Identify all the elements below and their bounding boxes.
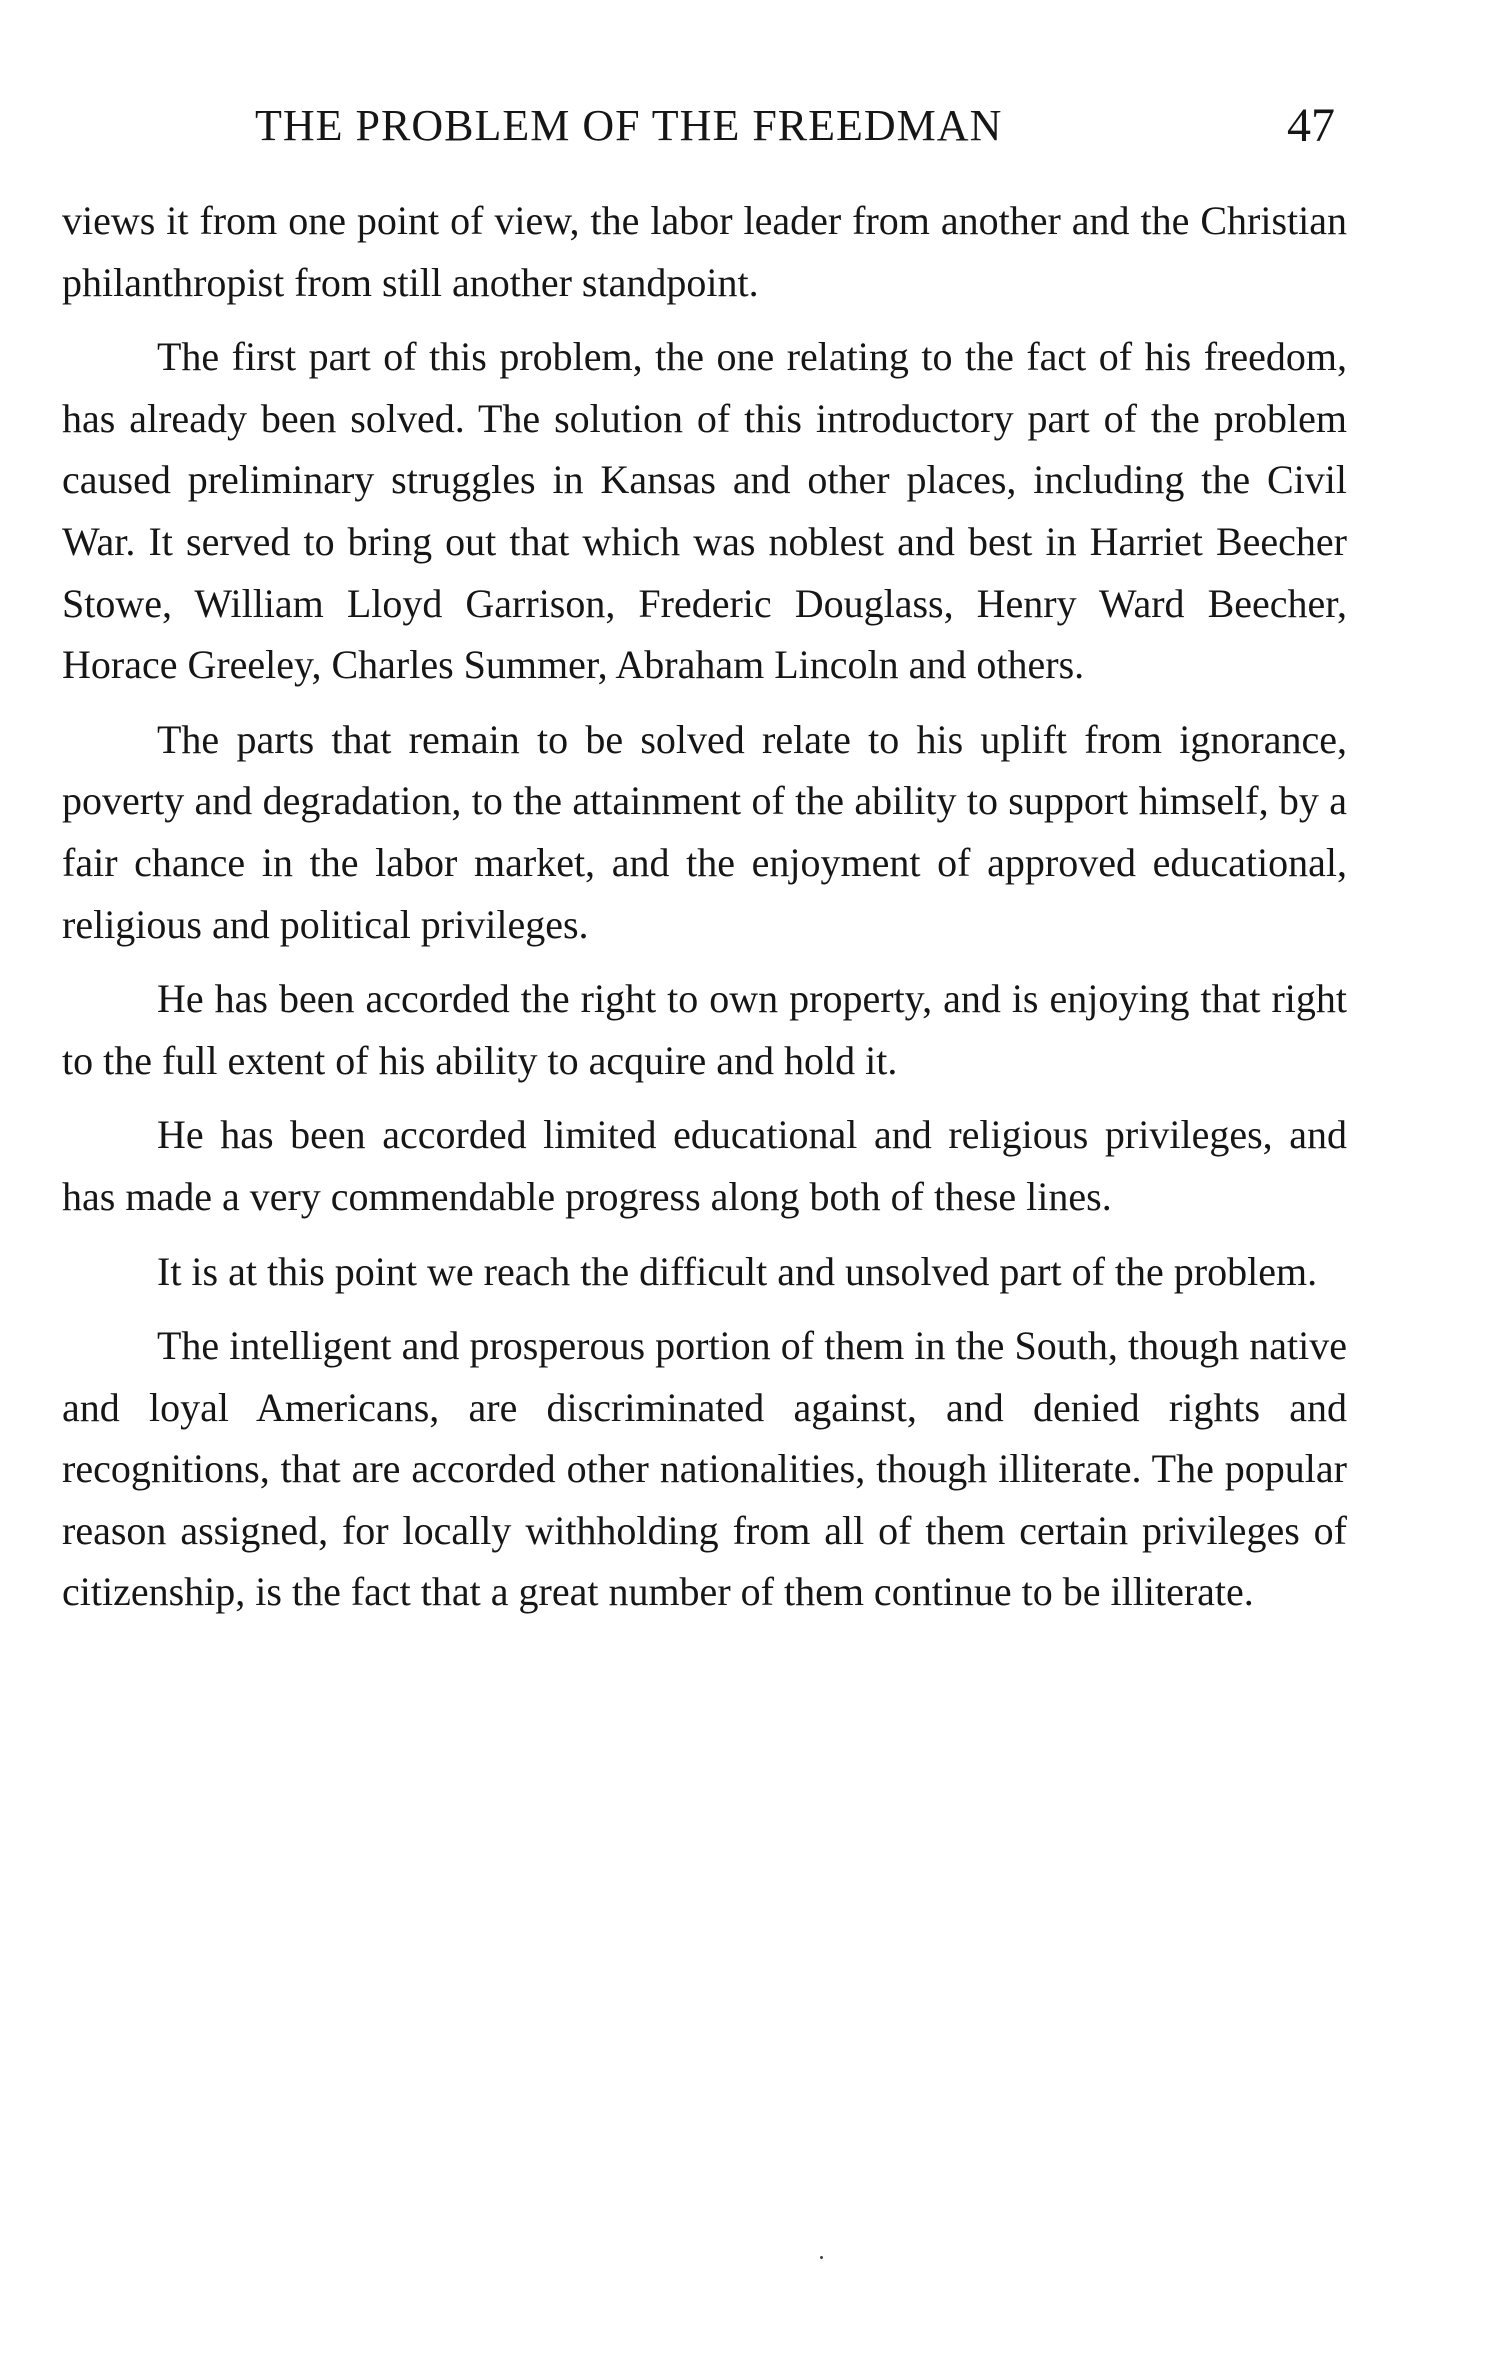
paragraph-continued: views it from one point of view, the labor leader from another and the Christian philanthropist from still another standpoint. — [62, 198, 1347, 305]
paragraph: It is at this point we reach the difficult and unsolved part of the problem. — [157, 1248, 1318, 1294]
paragraph: The intelligent and prosperous portion of them in the South, though native and loyal Americans, are discriminated against, and denied rights and recognitions, that are accorded other nationalities, though illiterate. The popular reason assigned, for locally withholding from all of them certain privileges of citizenship, is the fact that a great number of them continue to be illiterate. — [62, 1323, 1347, 1615]
paragraph: The parts that remain to be solved relate to his uplift from ignorance, poverty and degradation, to the attainment of the ability to support himself, by a fair chance in the labor market, and the enjoyment of approved educational, religious and political privileges. — [62, 716, 1347, 947]
paragraph: He has been accorded the right to own property, and is enjoying that right to the full extent of his ability to acquire and hold it. — [62, 976, 1347, 1083]
running-title: THE PROBLEM OF THE FREEDMAN — [255, 101, 1003, 150]
ink-speck — [820, 2256, 823, 2259]
running-header — [255, 96, 1335, 156]
page-number: 47 — [1287, 99, 1335, 152]
paragraph: He has been accorded limited educational and religious privileges, and has made a very commendable progress along both of these lines. — [62, 1112, 1347, 1219]
body-text — [62, 190, 1347, 1636]
paragraph: The first part of this problem, the one relating to the fact of his freedom, has already been solved. The solution of this introductory part of the problem caused preliminary struggles in Kansas and other places, including the Civil War. It served to bring out that which was noblest and best in Harriet Beecher Stowe, William Lloyd Garrison, Frederic Douglass, Henry Ward Beecher, Horace Greeley, Charles Summer, Abraham Lincoln and others. — [62, 334, 1347, 688]
